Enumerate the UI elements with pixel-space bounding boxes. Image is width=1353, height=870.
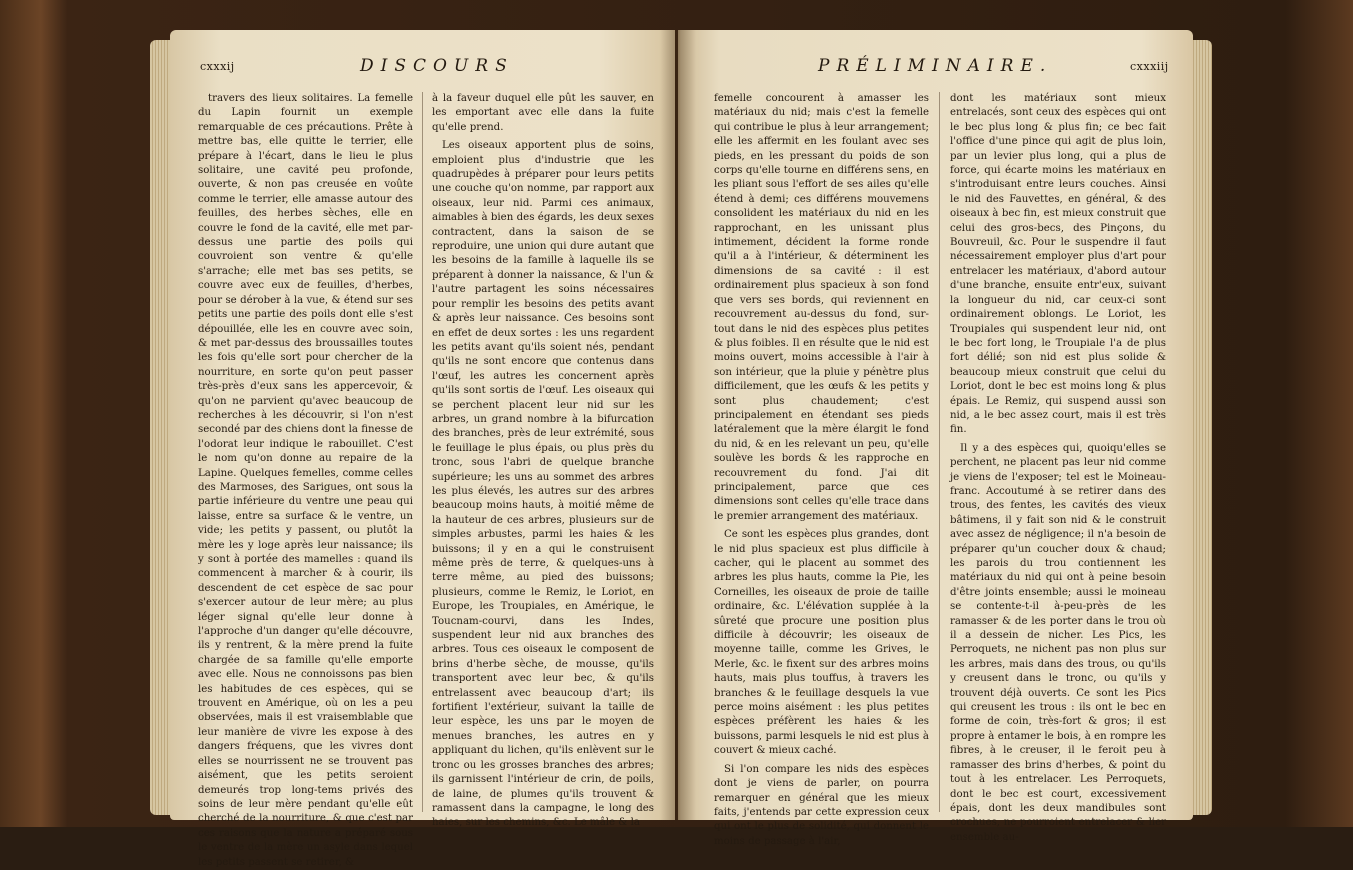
left-page-number: cxxxij <box>200 60 235 73</box>
right-col2-paragraph-1: dont les matériaux sont mieux entrelacés, sont ceux des espèces qui ont le bec plus long & plus fin; ce bec fait l'office d'une pince qui agit de plus loin, par un levier plus long, qui a plus de force, qui écarte moins les matériaux en s'introduisant entre leurs couches. Ainsi le nid des Fauvettes, en général, & des oiseaux à bec fin, est mieux construit que celui des gros-becs, des Pinçons, du Bouvreuil, &c. Pour le suspendre il faut nécessairement employer plus d'art pour entrelacer les matériaux, d'abord autour d'une branche, ensuite entr'eux, suivant la longueur du nid, car ceux-ci sont ordinairement oblongs. Le Loriot, les Troupiales qui suspendent leur nid, ont le bec fort long, le Troupiale l'a de plus fort délié; son nid est plus solide & beaucoup mieux construit que celui du Loriot, dont le bec est moins long & plus épais. Le Remiz, qui suspend aussi son nid, a le bec assez court, mais il est très fin. <box>950 93 1166 436</box>
left-column-rule <box>422 92 423 812</box>
left-page <box>170 30 675 868</box>
right-col1-paragraph-2: Ce sont les espèces plus grandes, dont le nid plus spacieux est plus difficile à cacher, qui le placent au sommet des arbres les plus hauts, comme la Pie, les Corneilles, les oiseaux de proie de taille ordinaire, &c. L'élévation supplée à la sûreté que procure une position plus difficile à découvrir; les oiseaux de moyenne taille, comme les Grives, le Merle, &c. le fixent sur des arbres moins hauts, mais plus touffus, à travers les branches & le feuillage desquels la vue perce moins aisément : les plus petites espèces préfèrent les haies & les buissons, parmi lesquels le nid est plus à couvert & mieux caché. <box>714 529 929 757</box>
right-running-title: PRÉLIMINAIRE. <box>818 56 1053 76</box>
right-column-1 <box>714 92 929 849</box>
right-page-number: cxxxiij <box>1130 60 1169 73</box>
right-col1-paragraph-1: femelle concourent à amasser les matériaux du nid; mais c'est la femelle qui contribue le plus à leur arrangement; elle les affermit en les foulant avec ses pieds, en les pressant du poids de son corps qu'elle tourne en différens sens, en les pliant sous l'effort de ses ailes qu'elle étend à demi; ces différens mouvemens consolident les matériaux du nid en les rapprochant, en les unissant plus intimement, décident la forme ronde qu'il a à l'intérieur, & déterminent les dimensions de sa cavité : il est ordinairement plus spacieux à son fond que vers ses bords, qui reviennent en recouvrement au-dessus du fond, sur-tout dans le nid des espèces plus petites & plus foibles. Il en résulte que le nid est moins ouvert, moins accessible à l'air à son intérieur, que la pluie y pénètre plus difficilement, que les œufs & les petits y sont plus chaudement; c'est principalement en étendant ses pieds latéralement que la mère élargit le fond du nid, & en les relevant un peu, qu'elle soulève les bords & les rapproche en recouvrement du fond. J'ai dit principalement, parce que ces dimensions sont celles qu'elle trace dans le premier arrangement des matériaux. <box>714 93 929 522</box>
left-col1-paragraph-1: travers des lieux solitaires. La femelle du Lapin fournit un exemple remarquable de ces précautions. Prête à mettre bas, elle quitte le terrier, elle prépare à l'écart, dans le lieu le plus solitaire, une cavité peu profonde, ouverte, & non pas creusée en voûte comme le terrier, elle amasse autour des feuilles, des herbes sèches, elle en couvre le fond de la cavité, elle met par-dessus une partie des poils qui couvroient son ventre & qu'elle s'arrache; elle met bas ses petits, se couvre avec eux de feuilles, d'herbes, pour se dérober à la vue, & étend sur ses petits une partie des poils dont elle s'est dépouillée, elle les en couvre avec soin, & met par-dessus des broussailles toutes les fois qu'elle sort pour chercher de la nourriture, en sorte qu'on peut passer très-près d'eux sans les appercevoir, & qu'on ne parvient qu'avec beaucoup de recherches à les découvrir, si l'on n'est secondé par des chiens dont la finesse de l'odorat leur indique le rabouillet. C'est le nom qu'on donne au repaire de la Lapine. Quelques femelles, comme celles des Marmoses, des Sarigues, ont sous la partie inférieure du ventre une peau qui laisse, entre sa surface & le ventre, un vide; les petits y passent, ou plutôt la mère les y loge après leur naissance; ils y sont à portée des mamelles : quand ils commencent à marcher & à courir, ils descendent de cet espèce de sac pour s'exercer autour de leur mère; au plus léger signal qu'elle leur donne à l'approche d'un danger qu'elle découvre, ils y rentrent, & la mère prend la fuite chargée de sa famille qu'elle emporte avec elle. Nous ne connoissons pas bien les habitudes de ces espèces, qui se trouvent en Amérique, où on les a peu observées, mais il est vraisemblable que leur manière de vivre les expose à des dangers fréquens, que les vivres dont elles se nourrissent ne se trouvent pas aisément, que les petits seroient demeurés trop long-tems privés des soins de leur mère pendant qu'elle eût cherché de la nourriture, & que c'est par ces raisons que la nature a préparé sous le ventre de la mère un asyle dans lequel les petits passent se retirer, & <box>198 93 413 868</box>
right-column-rule <box>939 92 940 812</box>
right-column-2 <box>950 92 1166 845</box>
right-col2-paragraph-2: Il y a des espèces qui, quoiqu'elles se perchent, ne placent pas leur nid comme je viens de l'exposer; tel est le Moineau-franc. Accoutumé à se retirer dans des trous, des fentes, les cavités des vieux bâtimens, il y fait son nid & le construit avec assez de négligence; il n'a besoin de préparer qu'un coucher doux & chaud; les parois du trou contiennent les matériaux du nid qui ont à peine besoin d'être joints ensemble; aussi le moineau se contente-t-il à-peu-près de les ramasser & de les porter dans le trou où il a dessein de nicher. Les Pics, les Perroquets, ne nichent pas non plus sur les arbres, mais dans des trous, ou qu'ils y creusent dans le tronc, ou qu'ils y trouvent déjà ouverts. Ce sont les Pics qui creusent les trous : ils ont le bec en forme de coin, très-fort & gros; il est propre à entamer le bois, à en rompre les fibres, à le creuser, il le feroit peu à ramasser des brins d'herbes, & point du tout à les entrelacer. Les Perroquets, dont le bec est court, excessivement épais, dont les deux mandibules sont crochues, ne pourroient entrelacer & lier ensemble au- <box>950 442 1166 843</box>
right-page-edges <box>1190 40 1212 815</box>
left-running-title: DISCOURS <box>360 56 514 76</box>
right-page <box>678 30 1193 847</box>
left-col2-paragraph-1: à la faveur duquel elle pût les sauver, en les emportant avec elle dans la fuite qu'elle prend. <box>432 93 654 133</box>
right-col1-paragraph-3: Si l'on compare les nids des espèces dont je viens de parler, on pourra remarquer en général que les mieux faits, j'entends par cette expression ceux qui ont le plus de solidité, qui donnent le moins de passage à l'air, <box>714 763 929 847</box>
left-column-2 <box>432 92 654 831</box>
left-col2-paragraph-2: Les oiseaux apportent plus de soins, emploient plus d'industrie que les quadrupèdes à préparer pour leurs petits une couche qu'on nomme, par rapport aux oiseaux, leur nid. Parmi ces animaux, aimables à bien des égards, les deux sexes contractent, dans la saison de se reproduire, une union qui dure autant que les besoins de la famille à laquelle ils se préparent à donner la naissance, & l'un & l'autre partagent les soins nécessaires pour remplir les besoins des petits avant & après leur naissance. Ces besoins sont en effet de deux sortes : les uns regardent les petits avant qu'ils soient nés, pendant qu'ils ne sont encore que contenus dans l'œuf, les autres les concernent après qu'ils sont sortis de l'œuf. Les oiseaux qui se perchent placent leur nid sur les arbres, un grand nombre à la bifurcation des branches, près de leur extrémité, sous le feuillage le plus épais, ou plus près du tronc, sous l'abri de quelque branche supérieure; les uns au sommet des arbres les plus élevés, les autres sur des arbres beaucoup moins hauts, à moitié même de la hauteur de ces arbres, plusieurs sur de simples arbustes, parmi les haies & les buissons; il y en a qui le construisent même près de terre, & quelques-uns à terre même, au pied des buissons; plusieurs, comme le Remiz, le Loriot, en Europe, les Troupiales, en Amérique, le Toucnam-courvi, dans les Indes, suspendent leur nid aux branches des arbres. Tous ces oiseaux le composent de brins d'herbe sèche, de mousse, qu'ils transportent avec leur bec, & qu'ils entrelassent avec beaucoup d'art; ils fortifient l'extérieur, suivant la taille de leur espèce, les uns par le moyen de menues branches, les autres en y appliquant du lichen, qu'ils enlèvent sur le tronc ou les grosses branches des arbres; ils garnissent l'intérieur de crin, de poils, de laine, de plumes qu'ils trouvent & ramassent dans la campagne, le long des haies, sur les chemins, &c. Le mâle & la <box>432 140 654 829</box>
left-page-edges <box>150 40 172 815</box>
left-column-1 <box>198 92 413 870</box>
